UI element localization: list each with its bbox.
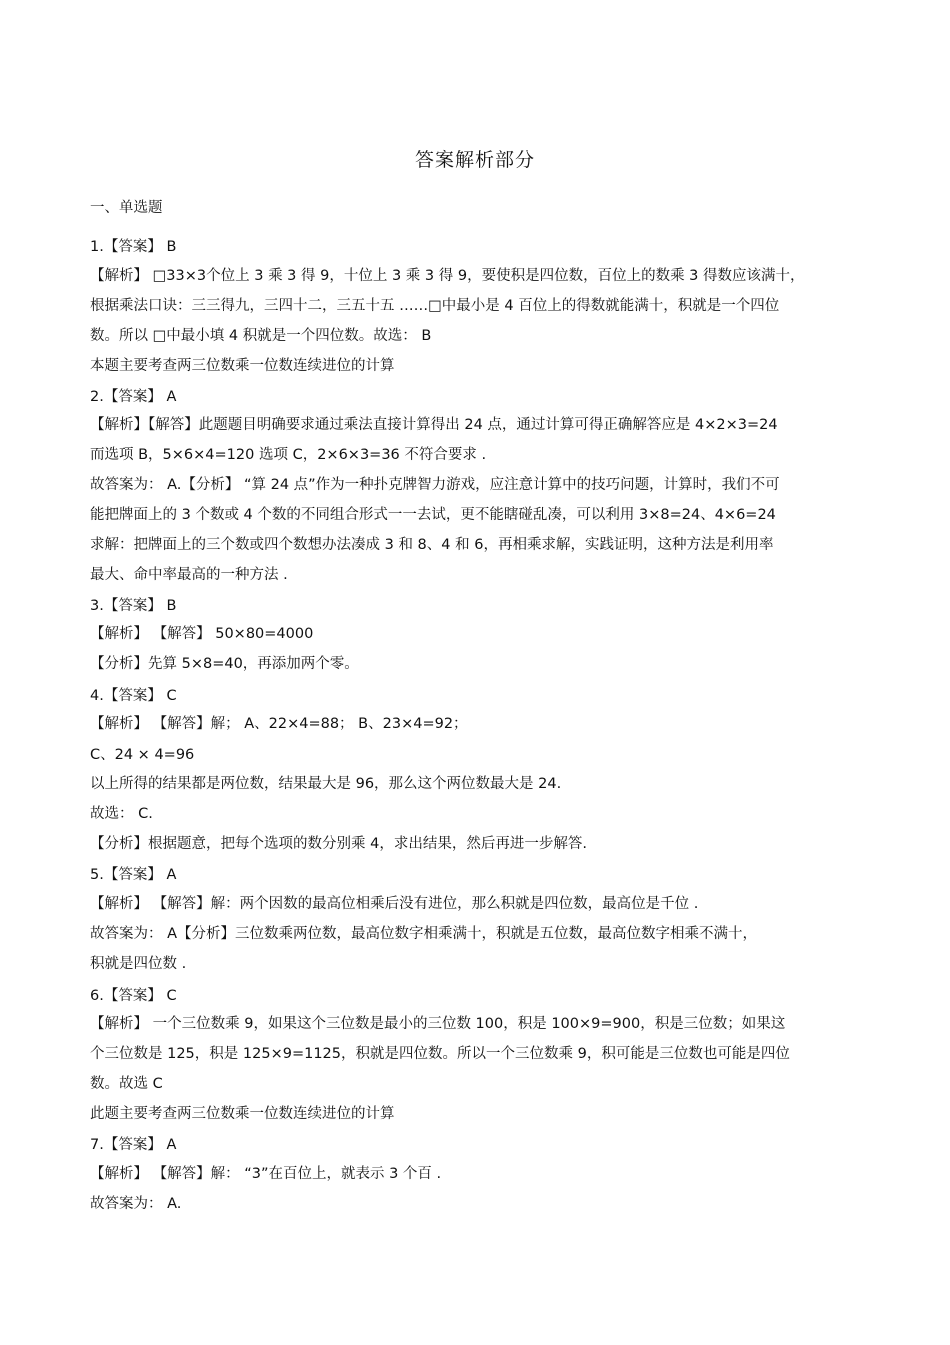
explanation-line: 能把牌面上的 3 个数或 4 个数的不同组合形式一一去试，更不能瞎碰乱凑，可以利用 3×8=24、4×6=24 bbox=[90, 507, 776, 523]
explanation-line: 而选项 B，5×6×4=120 选项 C，2×6×3=36 不符合要求 . bbox=[90, 447, 487, 463]
explanation-line: 积就是四位数 . bbox=[90, 956, 187, 972]
explanation-line: 【分析】先算 5×8=40，再添加两个零。 bbox=[90, 656, 359, 672]
section-heading: 一、单选题 bbox=[90, 200, 163, 216]
explanation-line: 此题主要考查两三位数乘一位数连续进位的计算 bbox=[90, 1106, 395, 1122]
answer-line: 5.【答案】 A bbox=[90, 867, 177, 883]
explanation-line: 数。所以 □中最小填 4 积就是一个四位数。故选： B bbox=[90, 328, 432, 344]
explanation-line: 【解析】【解答】此题题目明确要求通过乘法直接计算得出 24 点，通过计算可得正确解答应是 4×2×3=24 bbox=[90, 417, 778, 433]
explanation-line: 本题主要考查两三位数乘一位数连续进位的计算 bbox=[90, 358, 395, 374]
explanation-line: 个三位数是 125，积是 125×9=1125，积就是四位数。所以一个三位数乘 9，积可能是三位数也可能是四位 bbox=[90, 1046, 790, 1062]
explanation-line: 故选： C. bbox=[90, 806, 153, 822]
explanation-line: 【解析】 一个三位数乘 9，如果这个三位数是最小的三位数 100，积是 100×9=900，积是三位数；如果这 bbox=[90, 1016, 786, 1032]
explanation-line: 【解析】 【解答】解： “3”在百位上，就表示 3 个百 . bbox=[90, 1166, 442, 1182]
explanation-line: 【解析】 □33×3个位上 3 乘 3 得 9，十位上 3 乘 3 得 9，要使积是四位数，百位上的数乘 3 得数应该满十， bbox=[90, 268, 805, 284]
explanation-line: 【解析】 【解答】解：两个因数的最高位相乘后没有进位，那么积就是四位数，最高位是千位 . bbox=[90, 896, 699, 912]
explanation-line: C、24 × 4=96 bbox=[90, 747, 195, 763]
explanation-line: 最大、命中率最高的一种方法 . bbox=[90, 567, 288, 583]
answer-line: 2.【答案】 A bbox=[90, 389, 177, 405]
answer-line: 7.【答案】 A bbox=[90, 1137, 177, 1153]
explanation-line: 【分析】根据题意，把每个选项的数分别乘 4，求出结果，然后再进一步解答. bbox=[90, 836, 587, 852]
explanation-line: 数。故选 C bbox=[90, 1076, 163, 1092]
explanation-line: 【解析】 【解答】 50×80=4000 bbox=[90, 626, 314, 642]
explanation-line: 故答案为： A【分析】三位数乘两位数，最高位数字相乘满十，积就是五位数，最高位数字相乘不满十， bbox=[90, 926, 758, 942]
answer-line: 4.【答案】 C bbox=[90, 688, 177, 704]
answer-line: 6.【答案】 C bbox=[90, 988, 177, 1004]
explanation-line: 以上所得的结果都是两位数，结果最大是 96，那么这个两位数最大是 24. bbox=[90, 776, 562, 792]
explanation-line: 求解：把牌面上的三个数或四个数想办法凑成 3 和 8、4 和 6，再相乘求解，实践证明，这种方法是利用率 bbox=[90, 537, 774, 553]
explanation-line: 故答案为： A. bbox=[90, 1196, 182, 1212]
page-title: 答案解析部分 bbox=[414, 149, 535, 171]
explanation-line: 故答案为： A.【分析】 “算 24 点”作为一种扑克牌智力游戏，应注意计算中的技巧问题，计算时，我们不可 bbox=[90, 477, 780, 493]
answer-line: 1.【答案】 B bbox=[90, 239, 177, 255]
answer-line: 3.【答案】 B bbox=[90, 598, 177, 614]
explanation-line: 【解析】 【解答】解； A、22×4=88； B、23×4=92； bbox=[90, 716, 468, 732]
explanation-line: 根据乘法口诀：三三得九，三四十二，三五十五 ……□中最小是 4 百位上的得数就能满十，积就是一个四位 bbox=[90, 298, 780, 314]
